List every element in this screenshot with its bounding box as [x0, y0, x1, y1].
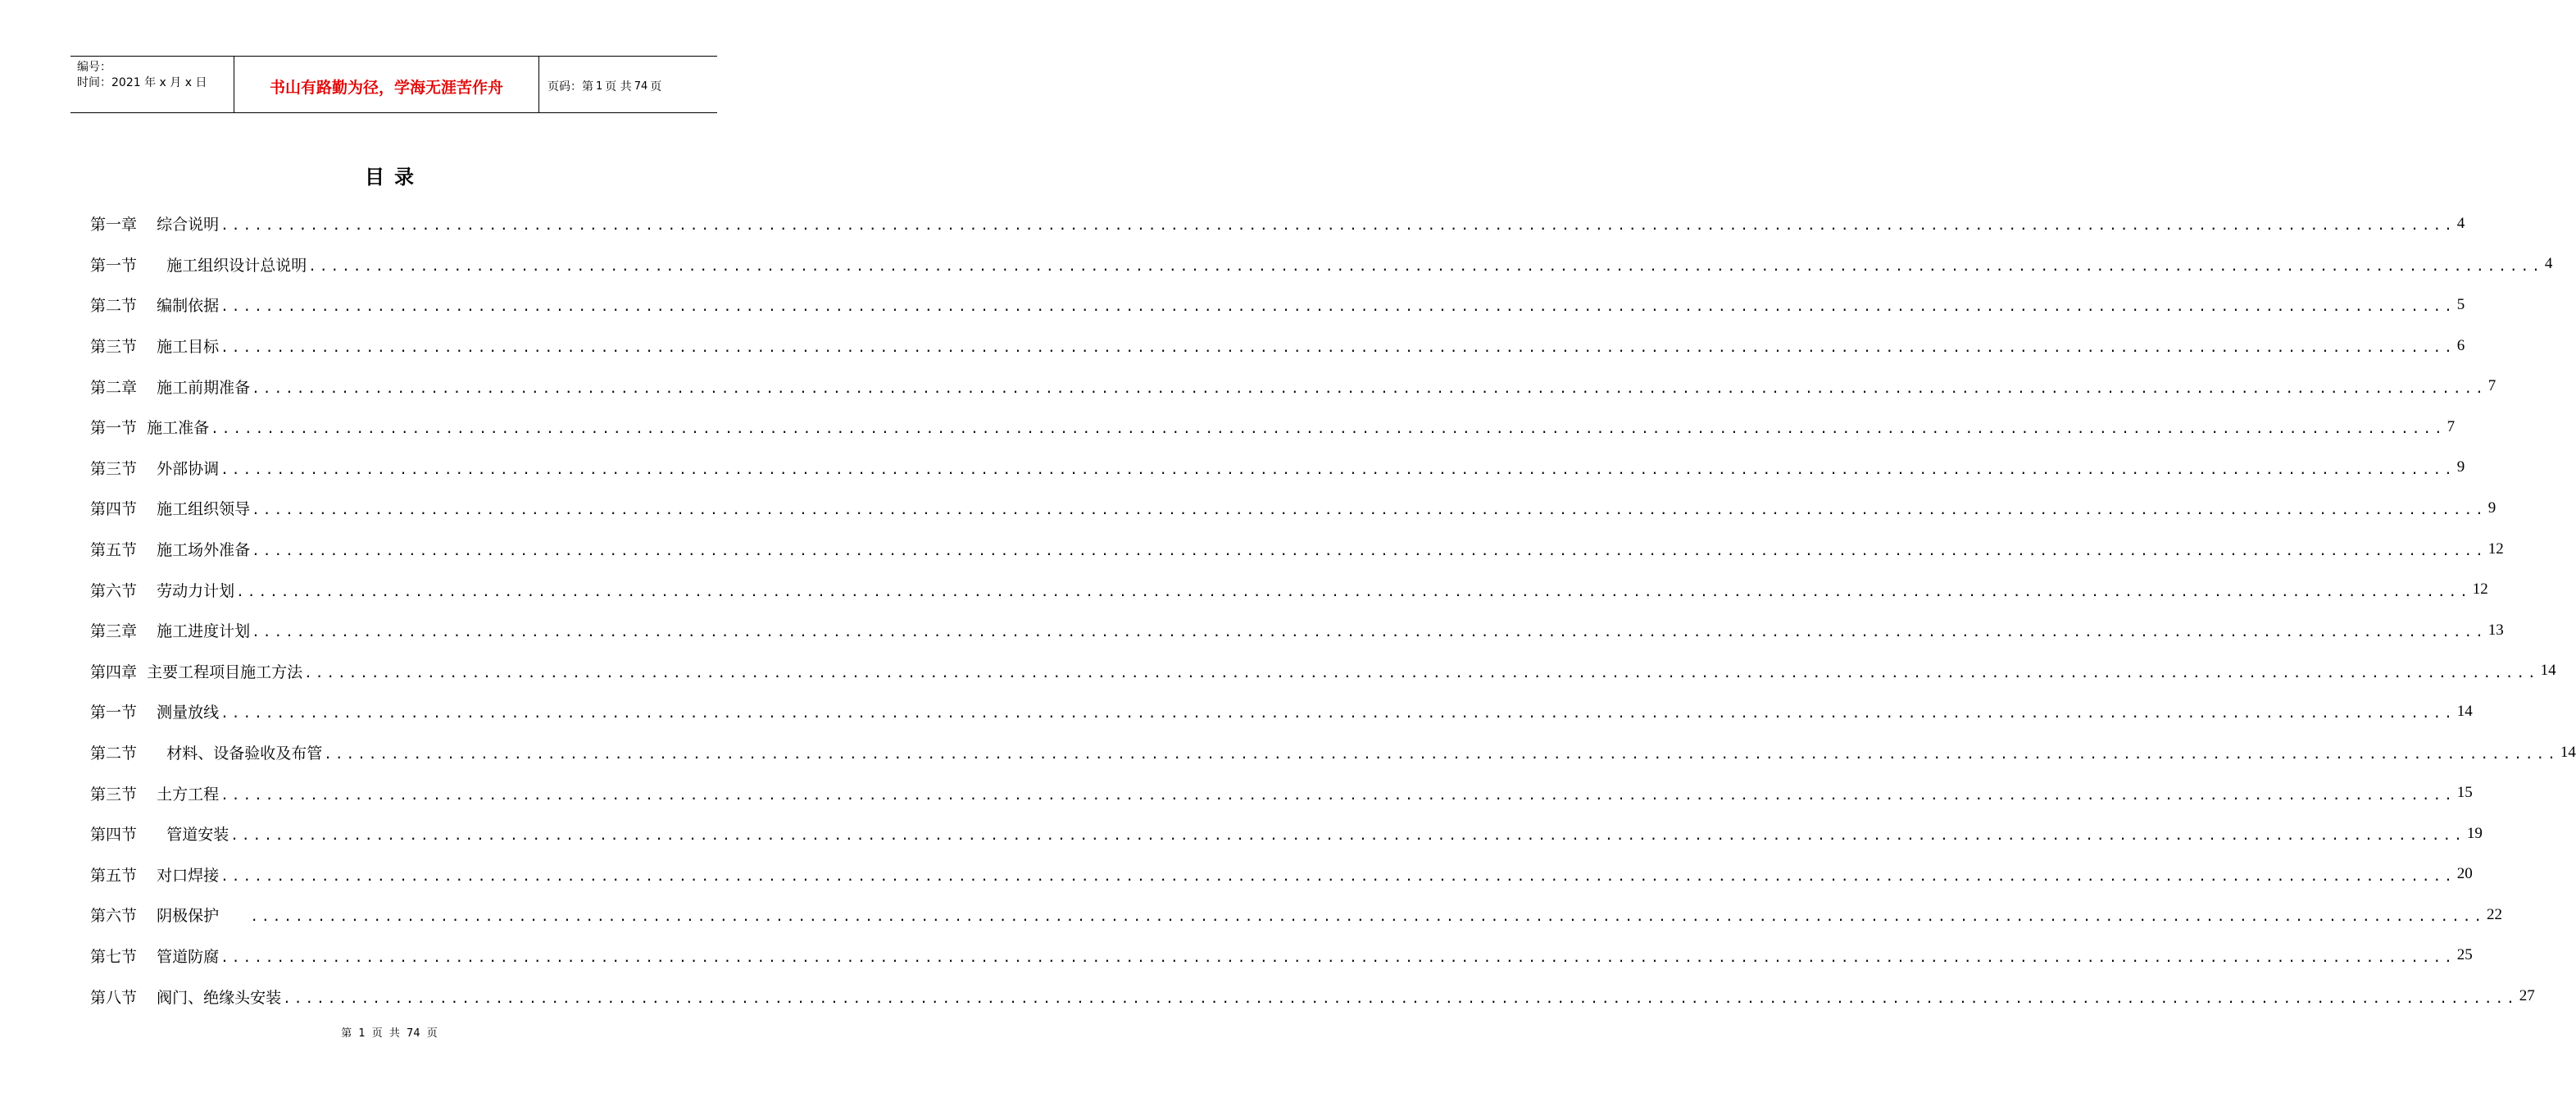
toc-entry-page-number: 5 — [2456, 295, 2465, 313]
toc-entry[interactable] — [90, 448, 2465, 489]
toc-dot-leader: ........................................................................................................................................................................................................ — [220, 339, 2456, 356]
toc-entry-label: 第三章 施工进度计划 — [90, 622, 251, 641]
page-total: 74 — [634, 80, 648, 93]
toc-dot-leader: ........................................................................................................................................................................................................ — [220, 217, 2456, 234]
toc-entry[interactable] — [90, 285, 2465, 326]
toc-entry[interactable] — [90, 813, 2483, 854]
table-of-contents — [90, 203, 2576, 1017]
toc-dot-leader: ........................................................................................................................................................................................................ — [252, 380, 2487, 396]
document-number-label: 编号： — [77, 61, 111, 74]
toc-entry-page-number: 25 — [2456, 946, 2473, 964]
toc-entry-label: 第五节 对口焊接 — [90, 866, 220, 885]
toc-entry-label: 第一节 施工组织设计总说明 — [90, 256, 307, 275]
toc-entry-page-number: 20 — [2456, 865, 2473, 883]
header-meta — [70, 57, 234, 112]
toc-entry-label: 第二节 材料、设备验收及布管 — [90, 745, 323, 763]
toc-entry-label: 第六节 阴极保护 — [90, 907, 249, 926]
toc-entry-label: 第八节 阀门、绝缘头安装 — [90, 988, 282, 1007]
toc-dot-leader: ........................................................................................................................................................................................................ — [324, 746, 2559, 763]
page-prefix: 页码：第 — [547, 80, 593, 93]
toc-entry-page-number: 15 — [2456, 784, 2473, 802]
toc-entry[interactable] — [90, 488, 2496, 529]
toc-dot-leader: ........................................................................................................................................................................................................ — [211, 421, 2446, 437]
toc-entry-label: 第七节 管道防腐 — [90, 947, 220, 966]
toc-entry[interactable] — [90, 772, 2473, 813]
toc-entry[interactable] — [90, 529, 2504, 570]
toc-entry-label: 第六节 劳动力计划 — [90, 581, 235, 600]
toc-dot-leader: ........................................................................................................................................................................................................ — [230, 827, 2465, 844]
toc-entry-label: 第四节 施工组织领导 — [90, 500, 251, 519]
page-footer: 第 1 页 共 74 页 — [341, 1027, 438, 1040]
toc-entry[interactable] — [90, 203, 2465, 244]
toc-dot-leader: ........................................................................................................................................................................................................ — [252, 624, 2487, 640]
toc-entry[interactable] — [90, 651, 2556, 692]
toc-dot-leader: ........................................................................................................................................................................................................ — [252, 543, 2487, 559]
toc-entry[interactable] — [90, 366, 2496, 407]
toc-entry[interactable] — [90, 244, 2553, 285]
toc-entry[interactable] — [90, 895, 2502, 936]
toc-entry-page-number: 14 — [2456, 702, 2473, 720]
document-time: 时间：2021 年 x 月 x 日 — [77, 76, 207, 89]
toc-entry-page-number: 4 — [2544, 255, 2553, 273]
toc-entry-page-number: 6 — [2456, 336, 2465, 354]
toc-entry[interactable] — [90, 732, 2576, 773]
toc-dot-leader: ........................................................................................................................................................................................................ — [283, 990, 2518, 1006]
toc-entry-page-number: 19 — [2466, 824, 2483, 842]
toc-dot-leader: ........................................................................................................................................................................................................ — [220, 867, 2456, 884]
toc-entry-page-number: 12 — [2472, 581, 2488, 599]
page-suffix: 页 — [650, 80, 662, 93]
toc-entry[interactable] — [90, 854, 2473, 895]
toc-entry-label: 第五节 施工场外准备 — [90, 541, 251, 560]
toc-dot-leader: ........................................................................................................................................................................................................ — [220, 298, 2456, 315]
header-page-info — [539, 57, 717, 112]
toc-dot-leader: ........................................................................................................................................................................................................ — [220, 786, 2456, 803]
toc-entry-page-number: 12 — [2487, 540, 2504, 558]
toc-entry-label: 第四节 管道安装 — [90, 826, 229, 845]
page-header — [70, 56, 717, 113]
toc-entry[interactable] — [90, 610, 2504, 651]
toc-entry-page-number: 9 — [2487, 499, 2496, 517]
toc-entry-page-number: 22 — [2486, 905, 2502, 923]
page-current: 1 — [596, 80, 603, 93]
toc-entry-page-number: 13 — [2487, 621, 2504, 639]
toc-entry[interactable] — [90, 936, 2473, 977]
toc-entry-page-number: 7 — [2447, 417, 2456, 435]
toc-entry[interactable] — [90, 976, 2535, 1017]
toc-entry-label: 第四章 主要工程项目施工方法 — [90, 663, 303, 681]
toc-entry-label: 第三节 施工目标 — [90, 338, 220, 357]
toc-entry-label: 第一章 综合说明 — [90, 216, 220, 235]
toc-dot-leader: ........................................................................................................................................................................................................ — [304, 664, 2539, 681]
toc-entry-label: 第一节 测量放线 — [90, 704, 220, 722]
toc-entry-label: 第二章 施工前期准备 — [90, 378, 251, 397]
toc-entry-page-number: 14 — [2540, 662, 2556, 680]
toc-dot-leader: ........................................................................................................................................................................................................ — [236, 583, 2471, 599]
toc-entry-page-number: 27 — [2519, 987, 2535, 1005]
toc-entry-page-number: 9 — [2456, 458, 2465, 476]
toc-entry-page-number: 14 — [2560, 743, 2576, 761]
toc-dot-leader: ........................................................................................................................................................................................................ — [220, 705, 2456, 722]
toc-dot-leader: ........................................................................................................................................................................................................ — [252, 502, 2487, 518]
toc-dot-leader: ........................................................................................................................................................................................................ — [250, 908, 2485, 925]
toc-entry[interactable] — [90, 326, 2465, 367]
toc-dot-leader: ........................................................................................................................................................................................................ — [220, 461, 2456, 477]
toc-entry[interactable] — [90, 569, 2488, 610]
header-motto: 书山有路勤为径，学海无涯苦作舟 — [234, 57, 539, 112]
toc-entry[interactable] — [90, 691, 2473, 732]
toc-entry[interactable] — [90, 407, 2456, 448]
toc-entry-page-number: 4 — [2456, 214, 2465, 232]
toc-entry-label: 第三节 外部协调 — [90, 459, 220, 478]
toc-title: 目录 — [365, 165, 424, 189]
toc-dot-leader: ........................................................................................................................................................................................................ — [308, 257, 2543, 274]
toc-entry-label: 第一节 施工准备 — [90, 419, 210, 438]
toc-entry-page-number: 7 — [2487, 377, 2496, 395]
toc-entry-label: 第三节 土方工程 — [90, 785, 220, 804]
page-mid: 页 共 — [605, 80, 632, 93]
toc-entry-label: 第二节 编制依据 — [90, 297, 220, 316]
toc-dot-leader: ........................................................................................................................................................................................................ — [220, 949, 2456, 965]
